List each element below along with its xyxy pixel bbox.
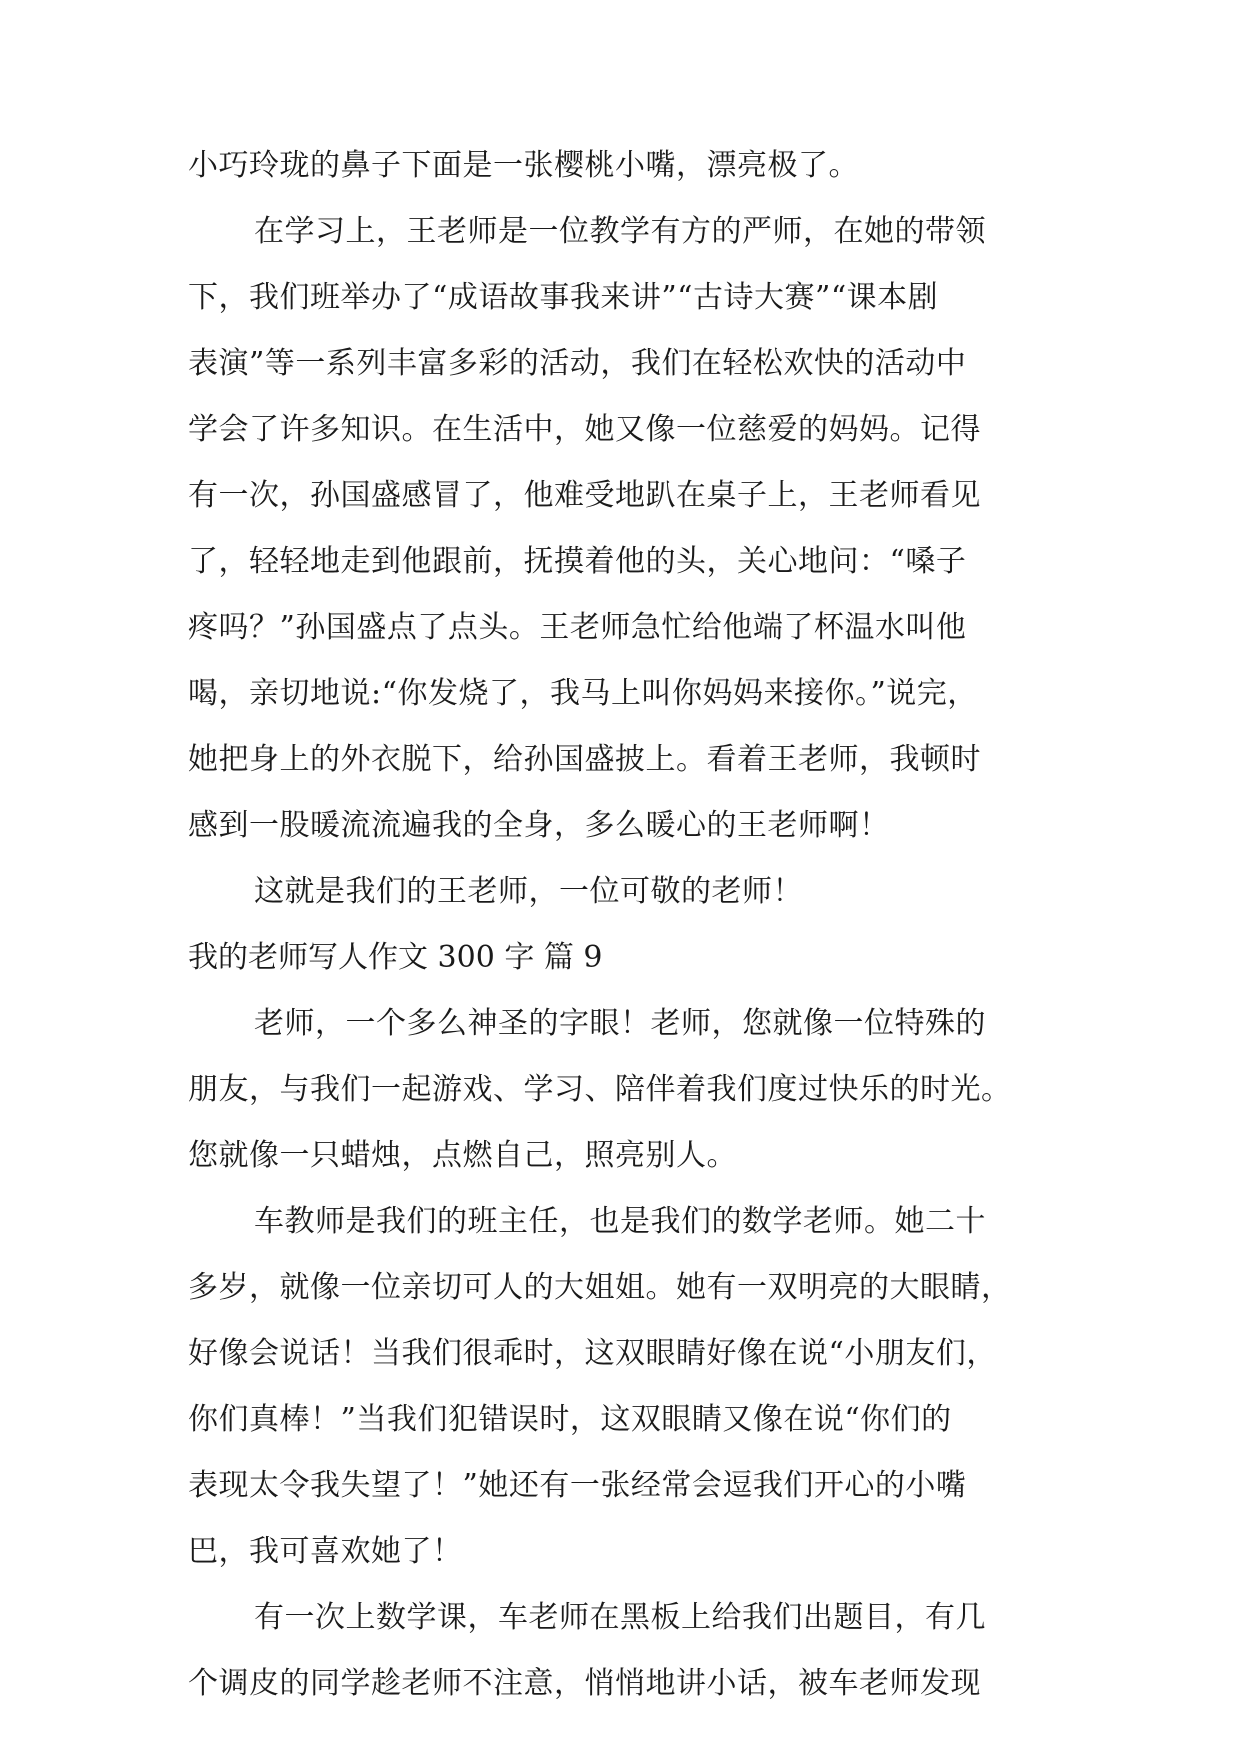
text-line: 表现太令我失望了！”她还有一张经常会逗我们开心的小嘴 [188, 1468, 967, 1503]
text-line: 有一次上数学课，车老师在黑板上给我们出题目，有几 [254, 1600, 986, 1635]
text-line: 多岁，就像一位亲切可人的大姐姐。她有一双明亮的大眼睛， [188, 1270, 1012, 1305]
text-line: 好像会说话！当我们很乖时，这双眼睛好像在说“小朋友们， [188, 1336, 997, 1371]
text-line: 感到一股暖流流遍我的全身，多么暖心的王老师啊！ [188, 808, 890, 843]
text-line: 下，我们班举办了“成语故事我来讲”“古诗大赛”“课本剧 [188, 280, 939, 315]
text-line: 疼吗？”孙国盛点了点头。王老师急忙给他端了杯温水叫他 [188, 610, 967, 645]
text-line: 小巧玲珑的鼻子下面是一张樱桃小嘴，漂亮极了。 [188, 148, 859, 183]
text-line: 她把身上的外衣脱下，给孙国盛披上。看着王老师，我顿时 [188, 742, 981, 777]
text-line: 车教师是我们的班主任，也是我们的数学老师。她二十 [254, 1204, 986, 1239]
section-heading: 我的老师写人作文 300 字 篇 9 [188, 940, 603, 975]
text-line: 巴，我可喜欢她了！ [188, 1534, 463, 1569]
text-line: 朋友，与我们一起游戏、学习、陪伴着我们度过快乐的时光。 [188, 1072, 1012, 1107]
text-line: 学会了许多知识。在生活中，她又像一位慈爱的妈妈。记得 [188, 412, 981, 447]
text-line: 在学习上，王老师是一位教学有方的严师，在她的带领 [254, 214, 986, 249]
document-body [188, 133, 1054, 1717]
text-line: 老师，一个多么神圣的字眼！老师，您就像一位特殊的 [254, 1006, 986, 1041]
text-line: 表演”等一系列丰富多彩的活动，我们在轻松欢快的活动中 [188, 346, 967, 381]
text-line: 你们真棒！”当我们犯错误时，这双眼睛又像在说“你们的 [188, 1402, 952, 1437]
text-line: 这就是我们的王老师，一位可敬的老师！ [254, 874, 803, 909]
text-line: 喝，亲切地说:“你发烧了，我马上叫你妈妈来接你。”说完， [188, 676, 978, 711]
text-line: 有一次，孙国盛感冒了，他难受地趴在桌子上，王老师看见 [188, 478, 981, 513]
text-line: 个调皮的同学趁老师不注意，悄悄地讲小话，被车老师发现 [188, 1666, 981, 1701]
text-line: 您就像一只蜡烛，点燃自己，照亮别人。 [188, 1138, 737, 1173]
text-line: 了，轻轻地走到他跟前，抚摸着他的头，关心地问：“嗓子 [188, 544, 967, 579]
